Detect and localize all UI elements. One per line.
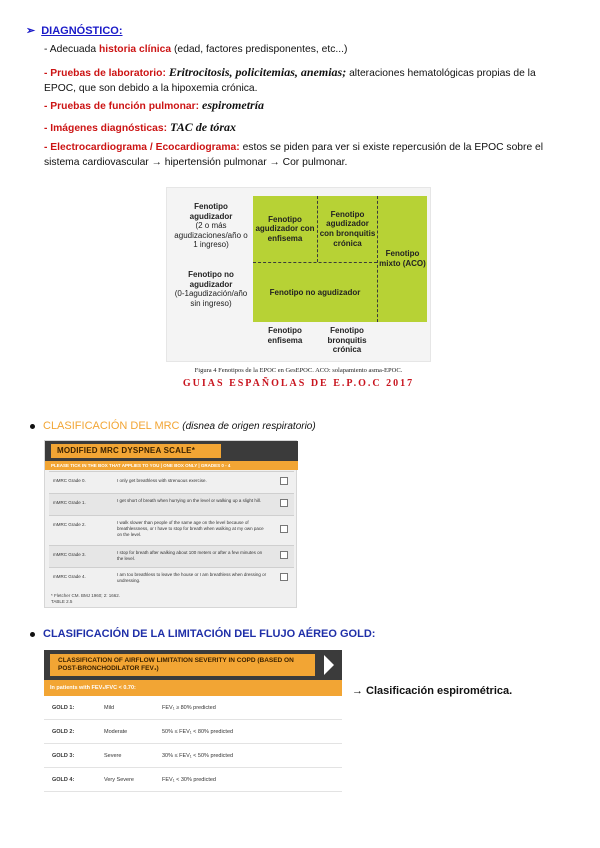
historia-line: - Adecuada historia clínica (edad, factores predisponentes, etc...) <box>44 44 348 55</box>
table-row: GOLD 4: Very Severe FEV₁ < 30% predicted <box>44 768 342 792</box>
grade-checkbox[interactable] <box>280 551 288 559</box>
mrc-scale-panel <box>44 440 297 608</box>
gold-heading: CLASIFICACIÓN DE LA LIMITACIÓN DEL FLUJO AÉREO GOLD: <box>30 627 375 643</box>
grade-checkbox[interactable] <box>280 477 288 485</box>
table-row: mMRC Grade 3. I stop for breath after walking about 100 meters or after a few minutes on the level. <box>49 545 294 567</box>
grade-checkbox[interactable] <box>280 499 288 507</box>
table-row: mMRC Grade 2. I walk slower than people of the same age on the level because of breathlessness, or I have to stop for breath when walking at my own pace on the level. <box>49 515 294 545</box>
grade-checkbox[interactable] <box>280 525 288 533</box>
mrc-panel-title: MODIFIED MRC DYSPNEA SCALE* <box>51 444 221 458</box>
mrc-panel-subheader: PLEASE TICK IN THE BOX THAT APPLIES TO YOU | ONE BOX ONLY | GRADES 0 - 4 <box>45 461 298 470</box>
table-row: GOLD 3: Severe 30% ≤ FEV₁ < 50% predicted <box>44 744 342 768</box>
bottom-bronquitis-label: Fenotipo bronquitis crónica <box>327 326 367 355</box>
figure-caption: Figura 4 Fenotipos de la EPOC en GesEPOC. ACO: solapamiento asma-EPOC. <box>194 367 403 374</box>
mrc-heading: CLASIFICACIÓN DEL MRC (disnea de origen respiratorio) <box>30 419 316 435</box>
gold-panel-header <box>44 650 342 680</box>
mrc-panel-header <box>45 441 298 461</box>
cell-agudizador-bronquitis: Fenotipo agudizador con bronquitis crónica <box>317 196 377 262</box>
cell-agudizador-enfisema: Fenotipo agudizador con enfisema <box>253 196 317 262</box>
diagnostico-heading <box>26 24 123 40</box>
laboratorio-line: - Pruebas de laboratorio: Eritrocitosis, policitemias, anemias; alteraciones hematológicas propias de la EPOC, que son debido a la hipoxemia crónica. <box>44 65 536 94</box>
table-row: mMRC Grade 1. I get short of breath when hurrying on the level or walking up a slight hill. <box>49 493 294 515</box>
guias-title: GUIAS ESPAÑOLAS DE E.P.O.C 2017 <box>182 378 415 389</box>
table-row: mMRC Grade 0. I only get breathless with strenuous exercise. <box>49 471 294 493</box>
mrc-footnote: * Fletcher CM. BMJ 1960; 2: 1662. TABLE 2.5 <box>51 593 121 604</box>
cell-no-agudizador: Fenotipo no agudizador <box>253 262 377 322</box>
cell-mixto: Fenotipo mixto (ACO) <box>377 196 427 322</box>
gold-panel-subheader: In patients with FEV₁/FVC < 0.70: <box>44 680 342 696</box>
table-row: GOLD 2: Moderate 50% ≤ FEV₁ < 80% predicted <box>44 720 342 744</box>
bullet-dot-icon <box>30 424 35 429</box>
grade-checkbox[interactable] <box>280 573 288 581</box>
phenotype-figure <box>166 187 431 362</box>
chevron-right-icon <box>324 655 334 675</box>
pulmonar-line: - Pruebas de función pulmonar: espirometría <box>44 98 265 112</box>
gold-classification-panel <box>44 650 342 790</box>
espirometrica-note: → Clasificación espirométrica. <box>352 685 513 697</box>
bottom-enfisema-label: Fenotipo enfisema <box>267 326 303 345</box>
table-row: GOLD 1: Mild FEV₁ ≥ 80% predicted <box>44 696 342 720</box>
diagnostico-title: DIAGNÓSTICO: <box>41 25 123 37</box>
gold-panel-title: CLASSIFICATION OF AIRFLOW LIMITATION SEVERITY IN COPD (BASED ON POST-BRONCHODILATOR FEV₁) <box>50 654 315 676</box>
arrow-bullet-icon: ➢ <box>26 25 36 37</box>
table-row: mMRC Grade 4. I am too breathless to leave the house or I am breathless when dressing or undressing. <box>49 567 294 589</box>
no-agudizador-label: Fenotipo no agudizador (0-1agudización/año sin ingreso) <box>174 270 248 308</box>
imagenes-line: - Imágenes diagnósticas: TAC de tórax <box>44 120 237 134</box>
agudizador-label: Fenotipo agudizador (2 o más agudizaciones/año o 1 ingreso) <box>174 202 248 250</box>
ecg-line: - Electrocardiograma / Ecocardiograma: estos se piden para ver si existe repercusión de la EPOC sobre el sistema cardiovascular → hipertensión pulmonar → Cor pulmonar. <box>44 142 544 168</box>
bullet-dot-icon <box>30 632 35 637</box>
